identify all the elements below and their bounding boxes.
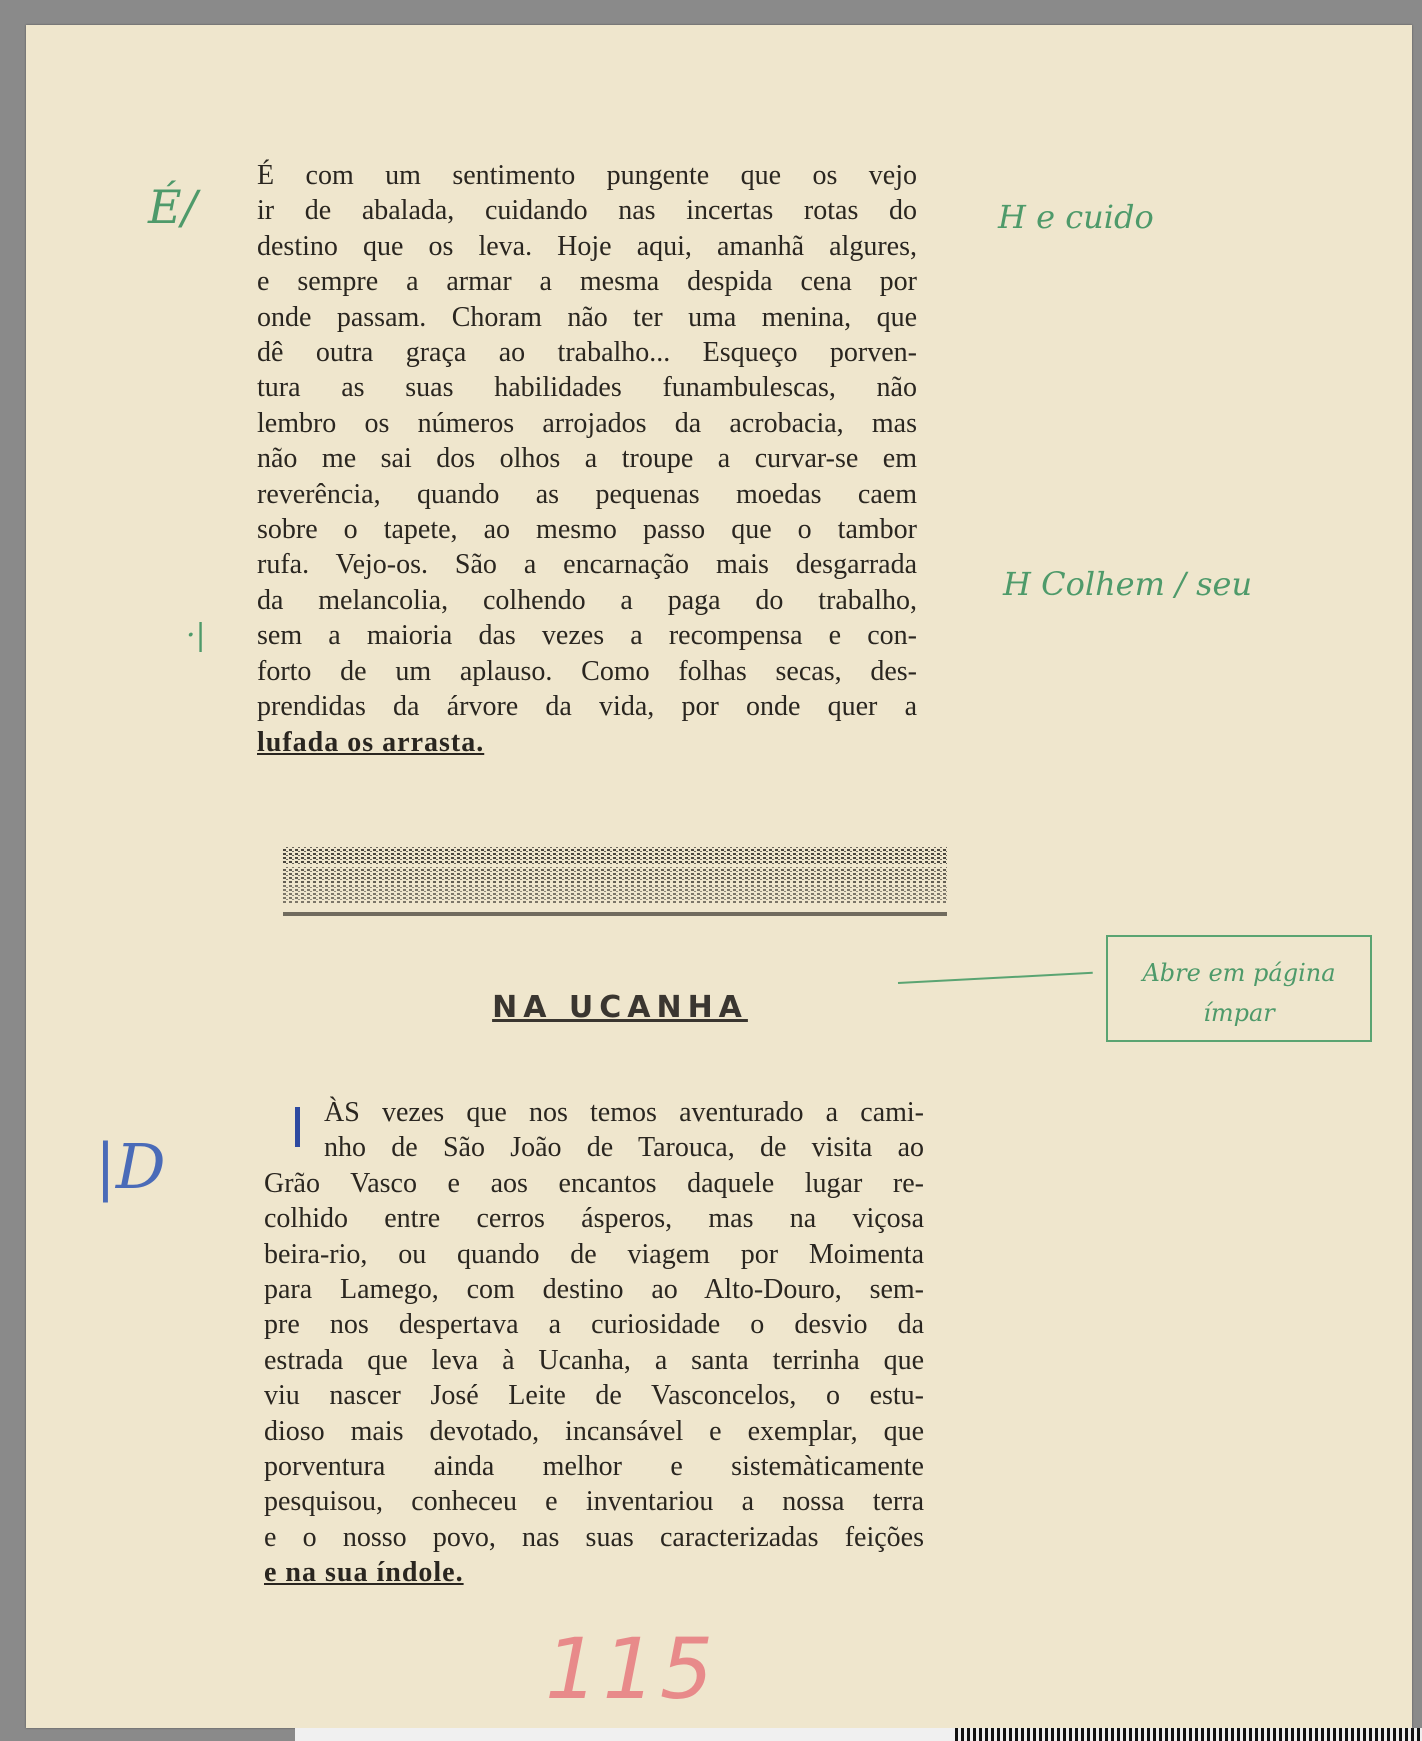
text-line: ir de abalada, cuidando nas incertas rotas do	[257, 195, 917, 227]
text-line: para Lamego, com destino ao Alto-Douro, sem-	[264, 1274, 924, 1306]
text-line: onde passam. Choram não ter uma menina, que	[257, 301, 917, 333]
text-line: Grão Vasco e aos encantos daquele lugar re-	[264, 1167, 924, 1199]
scale-ruler-blank	[295, 1728, 955, 1741]
margin-note-e: É/	[148, 180, 198, 234]
text-line: e sempre a armar a mesma despida cena por	[257, 266, 917, 298]
text-line-last: e na sua índole.	[264, 1557, 464, 1589]
text-line: forto de um aplauso. Como folhas secas, des-	[257, 655, 917, 687]
section-title: NA UCANHA	[492, 990, 748, 1025]
text-line: sem a maioria das vezes a recompensa e con-	[257, 620, 917, 652]
text-line: pre nos despertava a curiosidade o desvio da	[264, 1309, 924, 1341]
text-line: nho de São João de Tarouca, de visita ao	[324, 1132, 924, 1164]
text-line: da melancolia, colhendo a paga do trabalho,	[257, 584, 917, 616]
boxed-note-line: ímpar	[1203, 999, 1275, 1027]
text-line: pesquisou, conheceu e inventariou a nossa terra	[264, 1486, 924, 1518]
decorative-vignette	[283, 817, 947, 917]
text-line-last: lufada os arrasta.	[257, 726, 485, 758]
paragraph-1	[257, 158, 917, 760]
text-line: lembro os números arrojados da acrobacia, mas	[257, 407, 917, 439]
margin-note-top: H e cuido	[998, 198, 1154, 236]
text-line: viu nascer José Leite de Vasconcelos, o estu-	[264, 1380, 924, 1412]
text-line: reverência, quando as pequenas moedas caem	[257, 478, 917, 510]
paragraph-2	[264, 1095, 924, 1591]
text-line: prendidas da árvore da vida, por onde quer a	[257, 691, 917, 723]
text-line: sobre o tapete, ao mesmo passo que o tambor	[257, 514, 917, 546]
boxed-note	[1106, 935, 1372, 1042]
text-line: tura as suas habilidades funambulescas, não	[257, 372, 917, 404]
text-line: dê outra graça ao trabalho... Esqueço porven-	[257, 337, 917, 369]
boxed-note-line: Abre em página	[1142, 959, 1336, 987]
text-line: estrada que leva à Ucanha, a santa terrinha que	[264, 1344, 924, 1376]
text-line: beira-rio, ou quando de viagem por Moimenta	[264, 1238, 924, 1270]
text-line: rufa. Vejo-os. São a encarnação mais desgarrada	[257, 549, 917, 581]
page-number: 115	[545, 1620, 718, 1718]
text-line: É com um sentimento pungente que os vejo	[257, 160, 917, 191]
text-line: porventura ainda melhor e sistemàticamente	[264, 1451, 924, 1483]
text-line: colhido entre cerros ásperos, mas na viçosa	[264, 1203, 924, 1235]
text-line: e o nosso povo, nas suas caracterizadas feições	[264, 1521, 924, 1553]
text-line: dioso mais devotado, incansável e exemplar, que	[264, 1415, 924, 1447]
margin-note-d: |D	[95, 1130, 166, 1203]
text-line-first: ÀS vezes que nos temos aventurado a cami-	[324, 1097, 924, 1128]
margin-note-middle: H Colhem / seu	[1003, 565, 1253, 603]
text-line: não me sai dos olhos a troupe a curvar-se em	[257, 443, 917, 475]
margin-note-dot: ·|	[186, 618, 206, 653]
text-line: destino que os leva. Hoje aqui, amanhã algures,	[257, 230, 917, 262]
